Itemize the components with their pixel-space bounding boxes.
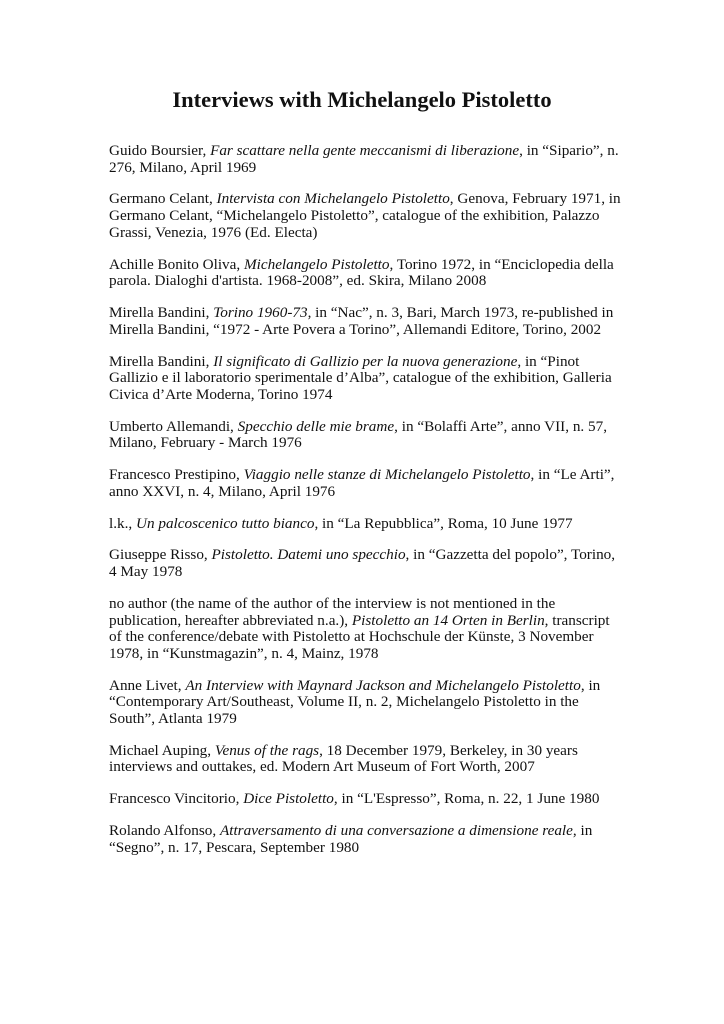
entry-author: Guido Boursier,: [109, 142, 211, 159]
entry-author: Michael Auping,: [109, 741, 215, 759]
entry-title: Venus of the rags: [214, 741, 320, 759]
entry-author: Umberto Allemandi,: [109, 417, 238, 435]
entry-details: , in “Gazzetta del popolo”, Torino, 4 May 1978: [109, 546, 616, 581]
bibliography-entry: [109, 743, 621, 776]
bibliography-entry: [109, 516, 621, 533]
entry-title: Torino 1960-73: [213, 304, 308, 322]
entry-title: Pistoletto. Datemi uno specchio: [211, 546, 406, 564]
bibliography-entry: [109, 467, 621, 500]
entry-author: Giuseppe Risso,: [109, 546, 212, 564]
bibliography-list: [109, 143, 621, 872]
entry-title: Il significato di Gallizio per la nuova generazione: [213, 352, 518, 370]
entry-title: Attraversamento di una conversazione a dimensione reale: [219, 822, 573, 840]
entry-title: An Interview with Maynard Jackson and Michelangelo Pistoletto: [185, 676, 581, 694]
entry-author: Rolando Alfonso,: [109, 822, 220, 840]
entry-details: , in “Bolaffi Arte”, anno VII, n. 57, Milano, February - March 1976: [109, 417, 607, 452]
entry-details: , Torino 1972, in “Enciclopedia della parola. Dialoghi d'artista. 1968-2008”, ed. Skira, Milano 2008: [109, 255, 614, 290]
entry-author: Mirella Bandini,: [109, 352, 214, 370]
page-title: Interviews with Michelangelo Pistoletto: [172, 87, 552, 112]
entry-title: Pistoletto an 14 Orten in Berlin: [351, 611, 545, 629]
entry-details: , 18 December 1979, Berkeley, in 30 years interviews and outtakes, ed. Modern Art Museum of Fort Worth, 2007: [109, 741, 578, 776]
bibliography-entry: [109, 823, 621, 856]
entry-title: Viaggio nelle stanze di Michelangelo Pistoletto: [243, 466, 531, 484]
entry-title: Specchio delle mie brame: [237, 417, 395, 435]
entry-details: , in “Segno”, n. 17, Pescara, September 1980: [109, 822, 593, 856]
bibliography-entry: [109, 791, 621, 808]
entry-details: , in “La Repubblica”, Roma, 10 June 1977: [314, 514, 573, 532]
entry-author: Francesco Vincitorio,: [109, 790, 244, 808]
entry-author: Anne Livet,: [109, 676, 186, 694]
entry-author: Mirella Bandini,: [109, 304, 214, 322]
entry-title: Un palcoscenico tutto bianco: [136, 514, 315, 532]
entry-author: Germano Celant,: [109, 190, 217, 208]
bibliography-entry: [109, 143, 621, 176]
bibliography-entry: [109, 354, 621, 404]
bibliography-entry: [109, 191, 621, 241]
entry-author: no author (the name of the author of the interview is not mentioned in the publication, hereafter abbreviated n.a.),: [109, 594, 556, 629]
entry-details: , Genova, February 1971, in Germano Celant, “Michelangelo Pistoletto”, catalogue of the exhibition, Palazzo Grassi, Venezia, 1976 (Ed. Electa): [109, 190, 621, 241]
entry-author: Francesco Prestipino,: [109, 466, 244, 484]
entry-details: , in “L'Espresso”, Roma, n. 22, 1 June 1980: [333, 790, 600, 808]
entry-title: Far scattare nella gente meccanismi di liberazione: [210, 142, 520, 159]
entry-details: , in “Pinot Gallizio e il laboratorio sperimentale d’Alba”, catalogue of the exhibition, Galleria Civica d’Arte Moderna, Torino 1974: [109, 352, 612, 403]
bibliography-entry: [109, 547, 621, 580]
entry-title: Dice Pistoletto: [243, 790, 334, 808]
bibliography-entry: [109, 678, 621, 728]
entry-details: , in “Le Arti”, anno XXVI, n. 4, Milano, April 1976: [109, 466, 615, 500]
entry-author: Achille Bonito Oliva,: [109, 255, 244, 273]
entry-details: , in “Sipario”, n. 276, Milano, April 1969: [109, 142, 619, 176]
entry-details: , transcript of the conference/debate with Pistoletto at Hochschule der Künste, 3 November 1978, in “Kunstmagazin”, n. 4, Mainz, 1978: [109, 611, 610, 662]
bibliography-entry: [109, 305, 621, 338]
entry-author: l.k.,: [109, 514, 137, 532]
bibliography-entry: [109, 419, 621, 452]
entry-title: Intervista con Michelangelo Pistoletto: [216, 190, 450, 208]
bibliography-entry: [109, 257, 621, 290]
bibliography-entry: [109, 596, 621, 662]
entry-details: , in “Nac”, n. 3, Bari, March 1973, re-published in Mirella Bandini, “1972 - Arte Povera a Torino”, Allemandi Editore, Torino, 2002: [109, 304, 614, 338]
entry-title: Michelangelo Pistoletto: [243, 255, 390, 273]
entry-details: , in “Contemporary Art/Southeast, Volume II, n. 2, Michelangelo Pistoletto in the South”, Atlanta 1979: [109, 676, 601, 727]
